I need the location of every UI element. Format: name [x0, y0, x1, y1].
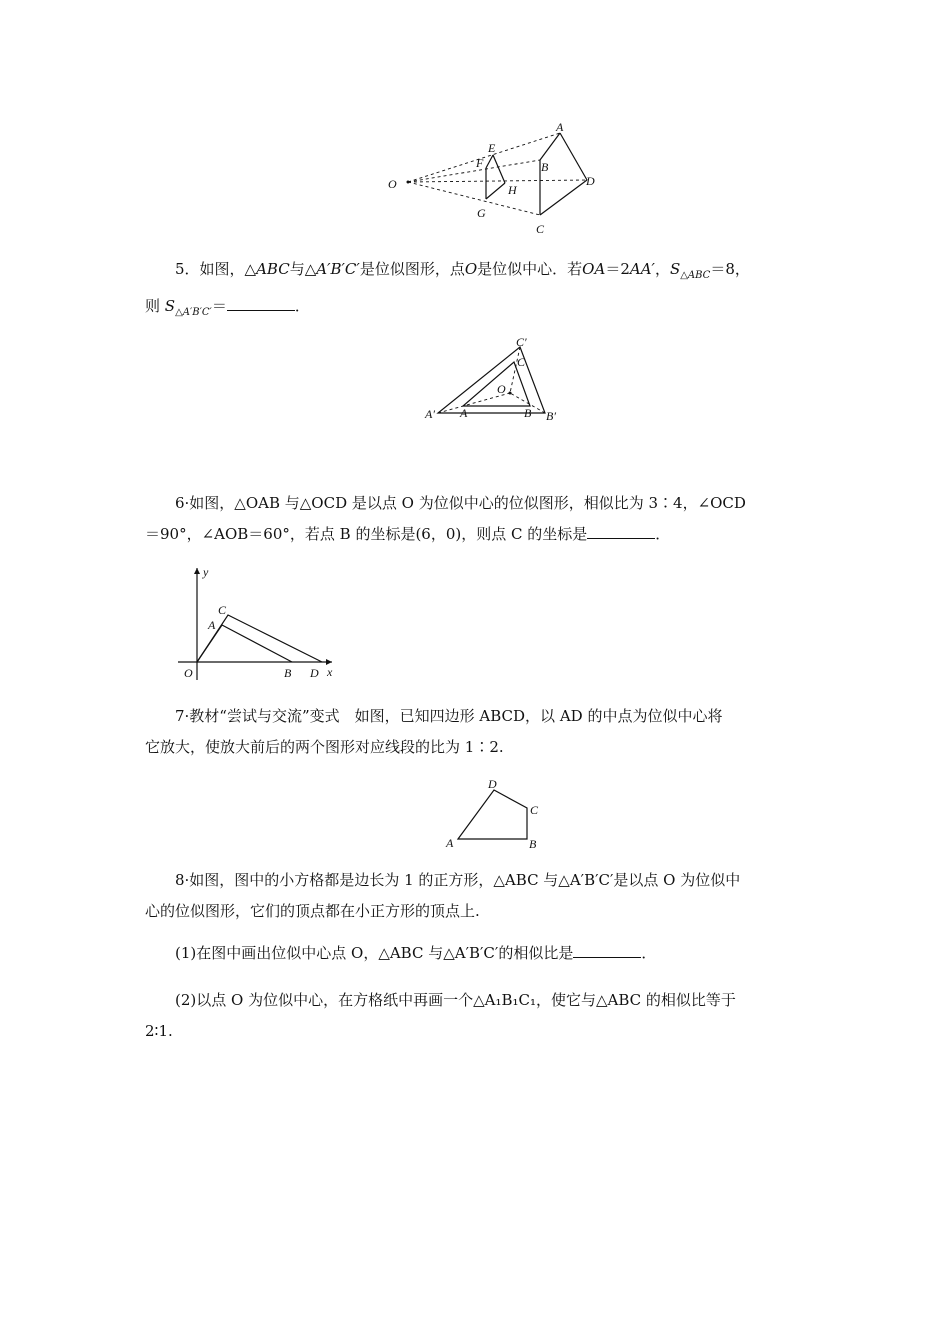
question-8: 8·如图，图中的小方格都是边长为 1 的正方形，△ABC 与△A′B′C′是以点 O 为位似中 心的位似图形，它们的顶点都在小正方形的顶点上. — [145, 871, 741, 920]
label-A: A — [208, 618, 216, 632]
label-D: D — [586, 174, 595, 188]
label-A: A — [460, 406, 468, 420]
label-G: G — [477, 206, 486, 220]
label-B: B — [529, 837, 537, 851]
label-B: B — [284, 666, 292, 680]
label-C: C — [530, 803, 539, 817]
label-C: C — [536, 222, 545, 236]
answer-blank-5[interactable] — [227, 296, 295, 311]
question-6: 6·如图，△OAB 与△OCD 是以点 O 为位似中心的位似图形，相似比为 3∶4，∠OCD ＝90°，∠AOB＝60°，若点 B 的坐标是(6，0)，则点 C 的坐标是 ． — [145, 494, 746, 543]
label-A-prime: A′ — [425, 407, 435, 421]
edge-EH — [493, 155, 505, 183]
edge-AD — [560, 133, 587, 180]
edge-DC — [540, 180, 587, 215]
question-8-part-2: (2)以点 O 为位似中心，在方格纸中再画一个△A₁B₁C₁，使它与△ABC 的相似比等于 2∶1. — [145, 991, 736, 1040]
answer-blank-6[interactable] — [587, 524, 655, 539]
label-C: C — [218, 603, 227, 617]
label-C: C — [517, 355, 526, 369]
label-C-prime: C′ — [516, 335, 527, 349]
label-O: O — [388, 177, 397, 191]
label-B-prime: B′ — [546, 409, 556, 423]
label-B: B — [541, 160, 549, 174]
label-D: D — [310, 666, 319, 680]
question-5: 5．如图，△ABC与△A′B′C′是位似图形，点O是位似中心．若OA＝2AA′，$S_{\triangle ABC}=8$， 则 $S_{\triangle A'B'C'}=$ ． — [145, 260, 750, 318]
figure-triangles-homothety — [420, 330, 570, 430]
question-8-part-1: (1)在图中画出位似中心点 O，△ABC 与△A′B′C′的相似比是 ． — [175, 944, 657, 962]
label-H: H — [508, 183, 517, 197]
edge-BA — [540, 133, 560, 160]
label-x: x — [327, 665, 333, 679]
edge-FE — [486, 155, 493, 168]
label-A: A — [556, 120, 564, 134]
quadrilateral-ABCD — [458, 790, 527, 839]
figure-quadrilateral-ABCD — [440, 770, 550, 855]
label-A: A — [446, 836, 454, 850]
triangle-OCD — [197, 615, 322, 662]
label-D: D — [488, 777, 497, 791]
edge-HG — [486, 183, 505, 199]
label-O: O — [497, 382, 506, 396]
label-y: y — [203, 565, 209, 579]
answer-blank-8[interactable] — [573, 943, 641, 958]
label-O: O — [184, 666, 193, 680]
label-F: F — [476, 156, 484, 170]
label-B: B — [524, 406, 532, 420]
question-7: 7·教材“尝试与交流”变式 如图，已知四边形 ABCD，以 AD 的中点为位似中心将 它放大，使放大前后的两个图形对应线段的比为 1∶2. — [145, 707, 723, 756]
figure-coordinate-triangles — [175, 560, 345, 685]
label-E: E — [488, 141, 496, 155]
figure-pyramid-homothety — [380, 115, 610, 240]
